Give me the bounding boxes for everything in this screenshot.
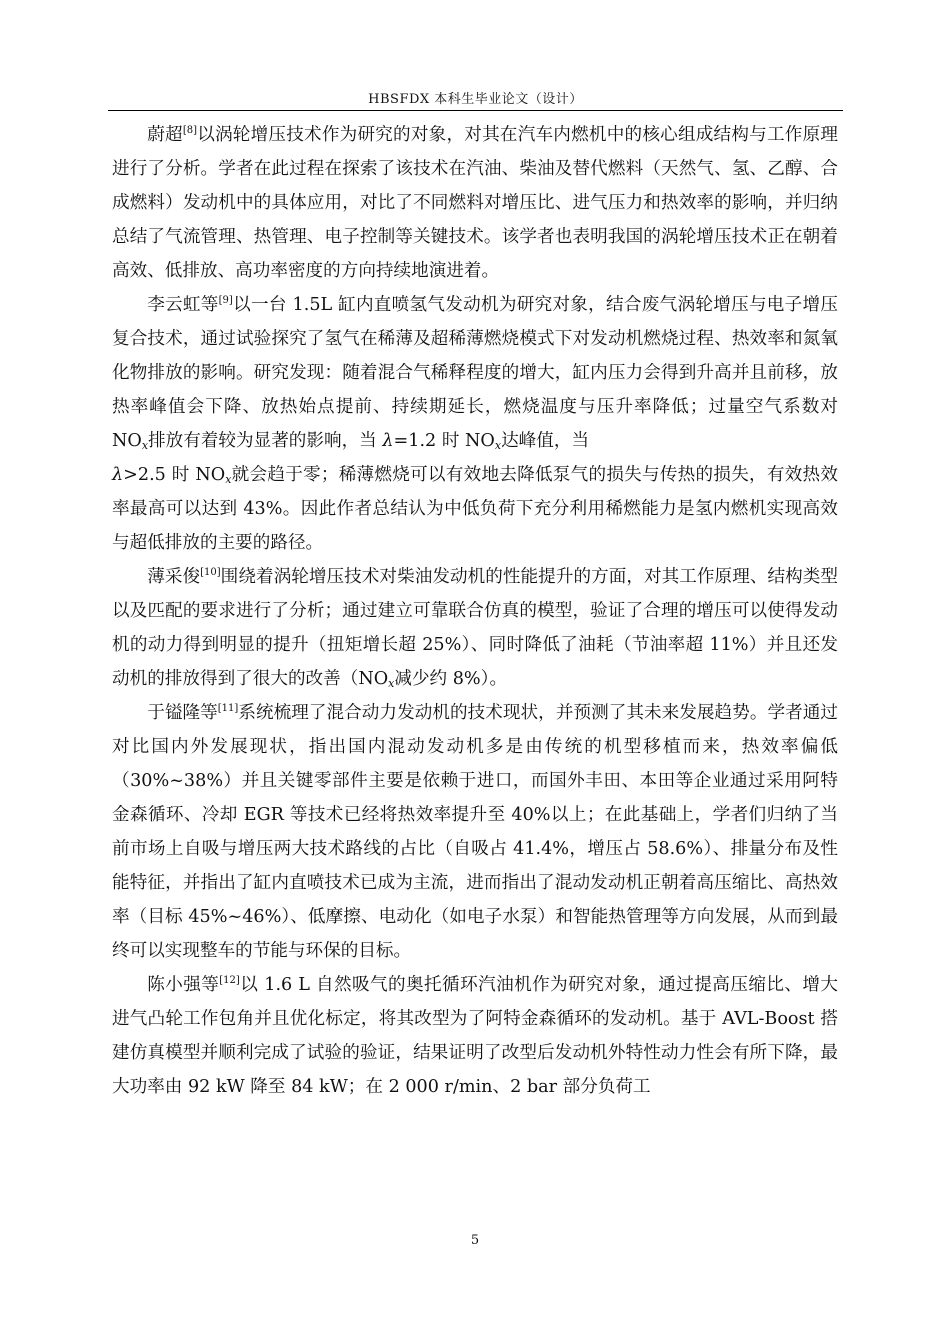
citation-ref: [12]: [219, 975, 240, 986]
author-name: 李云虹等: [147, 295, 219, 315]
lambda-symbol: λ: [382, 431, 394, 451]
paragraph-4: [112, 696, 838, 968]
subscript: x: [225, 473, 232, 486]
citation-ref: [10]: [200, 567, 221, 578]
citation-ref: [11]: [217, 703, 239, 714]
citation-ref: [8]: [182, 125, 197, 136]
paragraph-1: [112, 118, 838, 288]
paragraph-5: [112, 968, 838, 1104]
running-header: HBSFDX 本科生毕业论文（设计）: [368, 92, 583, 107]
author-name: 薄采俊: [147, 567, 201, 587]
paragraph-text: 围绕着涡轮增压技术对柴油发动机的性能提升的方面，对其工作原理、结构类型以及匹配的要求进行了分析；通过建立可靠联合仿真的模型，验证了合理的增压可以使得发动机的动力得到明显的提升（扭矩增长超 25%）、同时降低了油耗（节油率超 11%）并且还发动机的排放得到了很大的改善（NO: [112, 567, 838, 689]
paragraph-text: 排放有着较为显著的影响，当: [148, 431, 383, 451]
subscript: x: [141, 439, 149, 452]
paragraph-text: >2.5 时 NO: [123, 465, 226, 485]
paragraph-2: [112, 288, 838, 560]
author-name: 于镒隆等: [147, 703, 218, 723]
paragraph-text: 达峰值，当: [501, 431, 590, 451]
subscript: x: [494, 439, 502, 452]
paragraph-3: [112, 560, 838, 696]
lambda-symbol: λ: [112, 465, 124, 485]
paragraph-text: 以一台 1.5L 缸内直喷氢气发动机为研究对象，结合废气涡轮增压与电子增压复合技术，通过试验探究了氢气在稀薄及超稀薄燃烧模式下对发动机燃烧过程、热效率和氮氧化物排放的影响。研究发现：随着混合气稀释程度的增大，缸内压力会得到升高并且前移，放热率峰值会下降、放热始点提前、持续期延长，燃烧温度与压升率降低；过量空气系数对 NO: [112, 295, 838, 451]
body-text: [112, 118, 838, 1104]
citation-ref: [9]: [218, 295, 233, 306]
paragraph-text: 以 1.6 L 自然吸气的奥托循环汽油机作为研究对象，通过提高压缩比、增大进气凸轮工作包角并且优化标定，将其改型为了阿特金森循环的发动机。基于 AVL-Boost 搭建仿真模型并顺利完成了试验的验证，结果证明了改型后发动机外特性动力性会有所下降，最大功率由 92 kW 降至 84 kW；在 2 000 r/min、2 bar 部分负荷工: [112, 975, 838, 1097]
subscript: x: [388, 677, 395, 690]
page-number: 5: [470, 1233, 480, 1248]
author-name: 蔚超: [147, 125, 183, 145]
paragraph-text: 以涡轮增压技术作为研究的对象，对其在汽车内燃机中的核心组成结构与工作原理进行了分析。学者在此过程在探索了该技术在汽油、柴油及替代燃料（天然气、氢、乙醇、合成燃料）发动机中的具体应用，对比了不同燃料对增压比、进气压力和热效率的影响，并归纳总结了气流管理、热管理、电子控制等关键技术。该学者也表明我国的涡轮增压技术正在朝着高效、低排放、高功率密度的方向持续地演进着。: [112, 125, 838, 281]
paragraph-text: 就会趋于零；稀薄燃烧可以有效地去降低泵气的损失与传热的损失，有效热效率最高可以达到 43%。因此作者总结认为中低负荷下充分利用稀燃能力是氢内燃机实现高效与超低排放的主要的路径。: [112, 465, 838, 553]
paragraph-text: 系统梳理了混合动力发动机的技术现状，并预测了其未来发展趋势。学者通过对比国内外发展现状，指出国内混动发动机多是由传统的机型移植而来，热效率偏低（30%~38%）并且关键零部件主要是依赖于进口，而国外丰田、本田等企业通过采用阿特金森循环、冷却 EGR 等技术已经将热效率提升至 40%以上；在此基础上，学者们归纳了当前市场上自吸与增压两大技术路线的占比（自吸占 41.4%，增压占 58.6%）、排量分布及性能特征，并指出了缸内直喷技术已成为主流，进而指出了混动发动机正朝着高压缩比、高热效率（目标 45%~46%）、低摩擦、电动化（如电子水泵）和智能热管理等方向发展，从而到最终可以实现整车的节能与环保的目标。: [112, 703, 838, 961]
header-rule: [108, 110, 843, 111]
paragraph-text: =1.2 时 NO: [393, 431, 495, 451]
author-name: 陈小强等: [147, 975, 220, 995]
paragraph-text: 减少约 8%）。: [394, 669, 508, 689]
